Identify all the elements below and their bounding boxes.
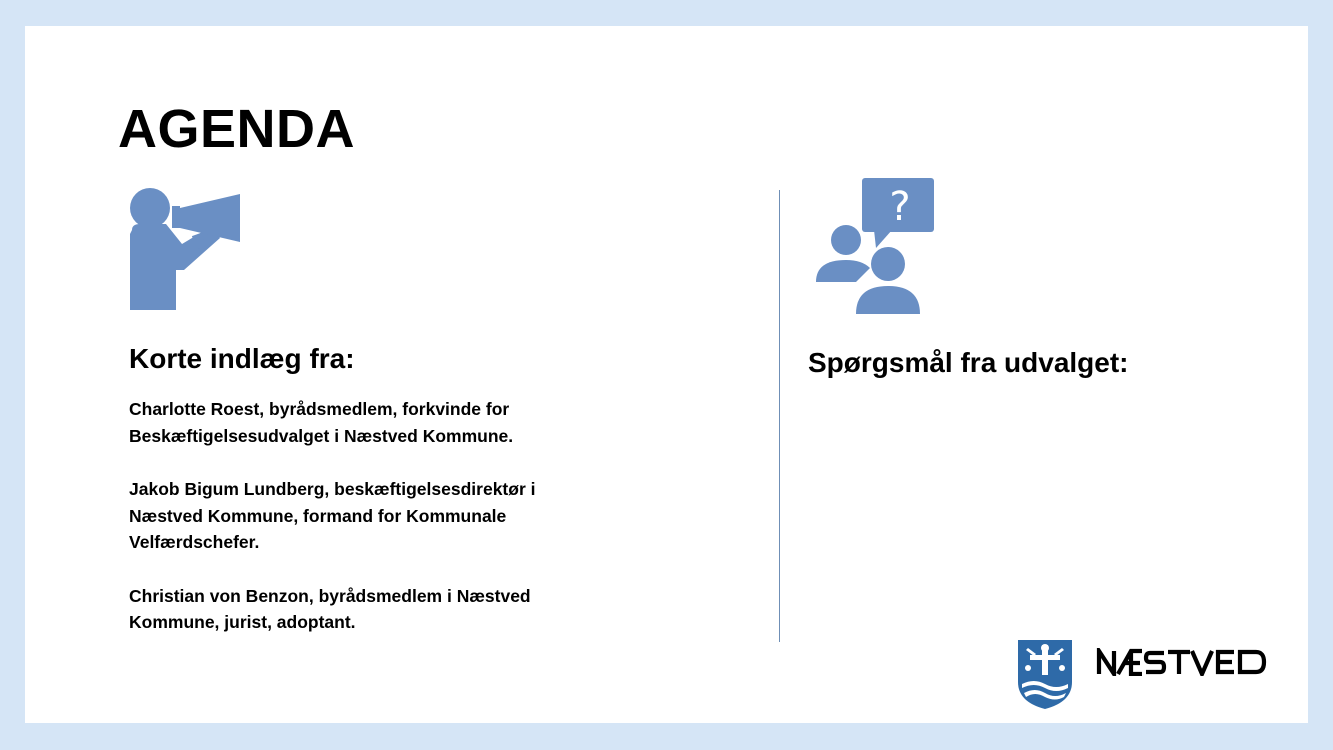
page-title: AGENDA [118, 99, 356, 159]
people-question-icon [812, 174, 938, 316]
naestved-coat-of-arms-icon [1016, 638, 1074, 710]
right-section-heading: Spørgsmål fra udvalget: [808, 347, 1129, 378]
left-section-heading: Korte indlæg fra: [129, 343, 355, 374]
column-divider [779, 190, 780, 642]
speaker-entry: Christian von Benzon, byrådsmedlem i Næstved Kommune, jurist, adoptant. [129, 585, 531, 632]
naestved-wordmark [1096, 648, 1284, 676]
speaker-entry: Charlotte Roest, byrådsmedlem, forkvinde for Beskæftigelsesudvalget i Næstved Kommune. [129, 399, 514, 446]
speaker-entry: Jakob Bigum Lundberg, beskæftigelsesdirektør i Næstved Kommune, formand for Kommunale Velfærdschefer. [129, 479, 536, 552]
svg-text:?: ? [889, 184, 911, 230]
speaker-list [129, 396, 599, 663]
naestved-logo [1016, 638, 1286, 712]
speaker-megaphone-icon [126, 186, 248, 310]
svg-text:NÆSTVED: NÆSTVED [1096, 648, 1102, 649]
